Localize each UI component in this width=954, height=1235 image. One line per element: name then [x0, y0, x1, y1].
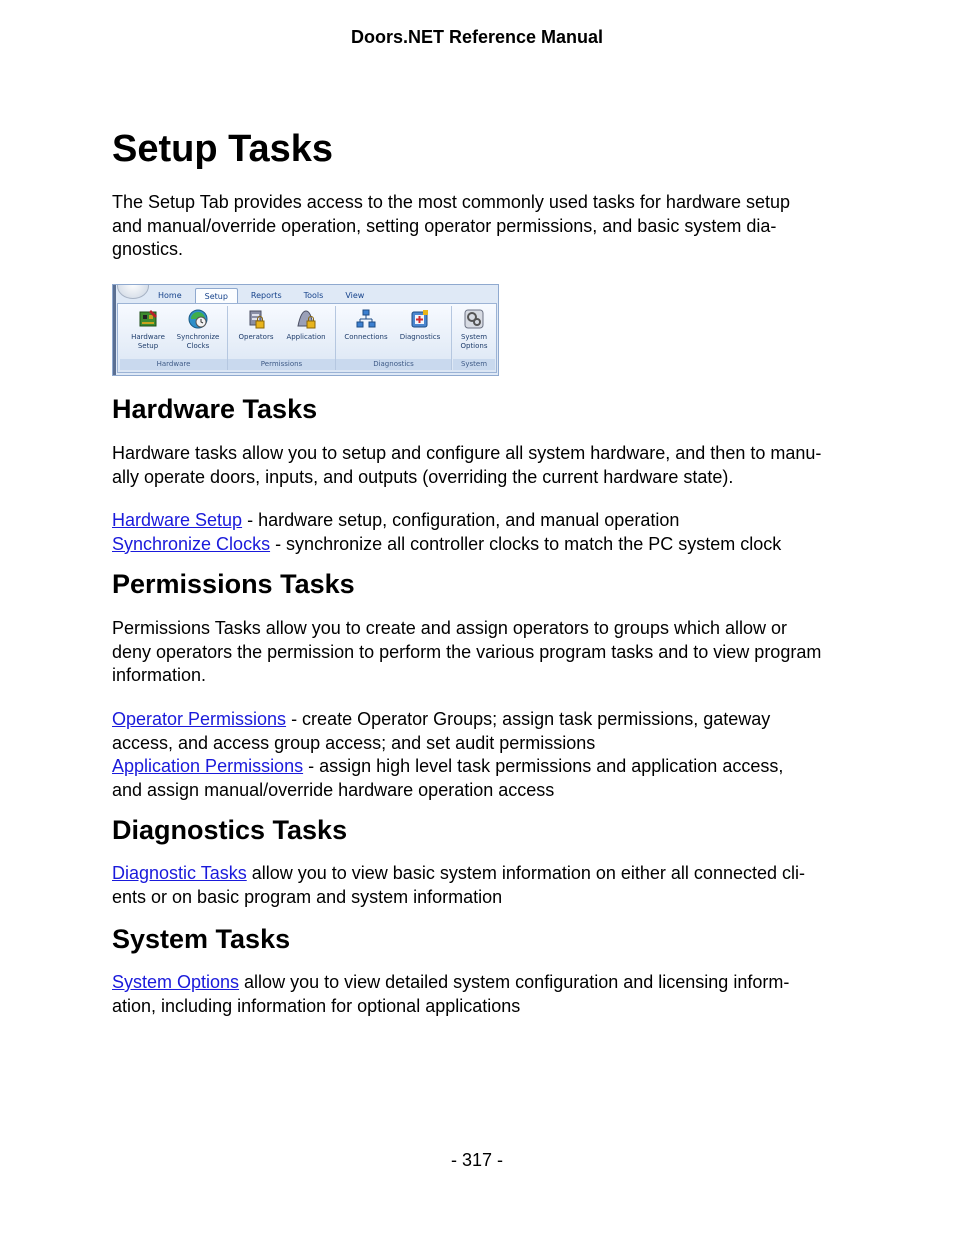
connections-button[interactable] [342, 306, 390, 342]
permissions-line: Permissions Tasks allow you to create and assign operators to groups which allow or [112, 618, 787, 638]
ribbon-group-hardware [120, 306, 228, 370]
link-description-continued: ents or on basic program and system information [112, 886, 503, 907]
ribbon-left-edge [113, 285, 116, 376]
operator-permissions-item [112, 708, 852, 732]
group-label: Hardware [120, 359, 227, 370]
button-label: Application [286, 333, 326, 341]
hardware-line: Hardware tasks allow you to setup and configure all system hardware, and then to manu- [112, 443, 822, 463]
ribbon-panel [117, 303, 497, 373]
link-description-continued: ation, including information for optional applications [112, 995, 521, 1016]
system-options-link[interactable]: System Options [112, 972, 240, 992]
group-label: Diagnostics [336, 359, 451, 370]
button-label: System [460, 333, 488, 341]
link-description: allow you to view basic system information on either all connected cli- [246, 863, 805, 883]
system-options-icon [463, 308, 485, 330]
intro-line: and manual/override operation, setting operator permissions, and basic system dia- [112, 215, 777, 236]
tab-reports[interactable]: Reports [250, 291, 282, 300]
button-label: Options [460, 342, 488, 350]
page-number: - 317 - [450, 1150, 504, 1170]
system-paragraph [112, 971, 852, 1018]
application-button[interactable] [282, 306, 330, 342]
hardware-setup-item [112, 509, 852, 533]
tab-setup[interactable]: Setup [195, 288, 238, 304]
button-label: Clocks [186, 342, 210, 350]
tab-tools[interactable]: Tools [303, 291, 324, 300]
button-label: Connections [344, 333, 388, 341]
intro-line: gnostics. [112, 239, 184, 259]
diagnostics-button[interactable] [396, 306, 444, 342]
tab-view[interactable]: View [345, 291, 365, 300]
diagnostic-tasks-link[interactable]: Diagnostic Tasks [112, 863, 247, 883]
diagnostics-icon [409, 308, 431, 330]
ribbon-group-diagnostics [336, 306, 452, 370]
permissions-paragraph [112, 617, 852, 688]
operators-lock-icon [245, 308, 267, 330]
intro-paragraph [112, 191, 852, 262]
synchronize-clocks-item [112, 533, 852, 557]
application-orb-icon[interactable] [117, 284, 149, 299]
permissions-tasks-heading: Permissions Tasks [112, 569, 355, 599]
button-label: Diagnostics [399, 333, 441, 341]
ribbon-group-permissions [228, 306, 336, 370]
intro-line: The Setup Tab provides access to the most commonly used tasks for hardware setup [112, 192, 791, 212]
application-permissions-link[interactable]: Application Permissions [112, 756, 304, 776]
ribbon-group-system [453, 306, 495, 370]
link-description: - assign high level task permissions and application access, [303, 756, 784, 776]
setup-ribbon-screenshot [112, 284, 499, 376]
system-item [112, 971, 852, 995]
button-label: Setup [137, 342, 159, 350]
application-lock-icon [295, 308, 317, 330]
hardware-setup-link[interactable]: Hardware Setup [112, 510, 243, 530]
hardware-links [112, 509, 852, 556]
diagnostics-item [112, 862, 852, 886]
link-description: - create Operator Groups; assign task permissions, gateway [286, 709, 771, 729]
ribbon-tabs [149, 288, 377, 304]
group-label: Permissions [228, 359, 335, 370]
permissions-line: deny operators the permission to perform the various program tasks and to view program [112, 641, 822, 662]
link-description: - synchronize all controller clocks to match the PC system clock [270, 533, 782, 554]
system-tasks-heading: System Tasks [112, 924, 291, 954]
link-description-continued: access, and access group access; and set audit permissions [112, 732, 596, 753]
button-label: Hardware [131, 333, 165, 341]
link-description: - hardware setup, configuration, and manual operation [242, 510, 680, 530]
permissions-line: information. [112, 665, 207, 685]
link-description-continued: and assign manual/override hardware operation access [112, 779, 555, 800]
system-options-button[interactable] [450, 306, 498, 351]
group-label: System [453, 359, 495, 370]
hardware-setup-button[interactable] [124, 306, 172, 351]
button-label: Operators [238, 333, 274, 341]
network-icon [355, 308, 377, 330]
manual-header: Doors.NET Reference Manual [350, 27, 604, 47]
hardware-line: ally operate doors, inputs, and outputs (overriding the current hardware state). [112, 466, 734, 487]
diagnostics-tasks-heading: Diagnostics Tasks [112, 815, 348, 845]
operators-button[interactable] [232, 306, 280, 342]
page-title: Setup Tasks [112, 128, 334, 170]
hardware-icon [137, 308, 159, 330]
link-description: allow you to view detailed system configuration and licensing inform- [239, 972, 790, 992]
tab-home[interactable]: Home [158, 291, 182, 300]
operator-permissions-link[interactable]: Operator Permissions [112, 709, 287, 729]
application-permissions-item [112, 755, 852, 779]
clock-sync-icon [187, 308, 209, 330]
synchronize-clocks-button[interactable] [174, 306, 222, 351]
hardware-paragraph [112, 442, 852, 489]
synchronize-clocks-link[interactable]: Synchronize Clocks [112, 533, 271, 554]
hardware-tasks-heading: Hardware Tasks [112, 394, 318, 424]
diagnostics-paragraph [112, 862, 852, 909]
permissions-links [112, 708, 852, 802]
button-label: Synchronize [176, 333, 220, 341]
